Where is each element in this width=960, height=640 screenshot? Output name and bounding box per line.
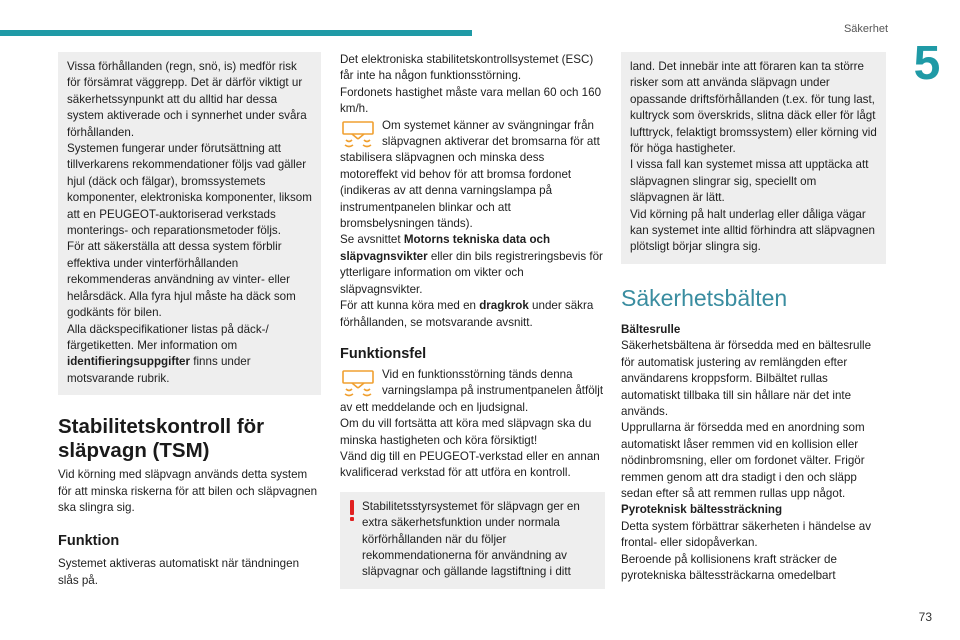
note-paragraph: I vissa fall kan systemet missa att upptäcka att släpvagnen slingrar sig, speciellt om släpvagnen är lätt.	[630, 158, 869, 205]
sub-heading: Funktion	[58, 533, 120, 550]
body-text: Fordonets hastighet måste vara mellan 60 och 160 km/h.	[340, 85, 602, 116]
note-paragraph: Vid körning på halt underlag eller dåliga vägar kan systemet inte alltid förhindra att släpvagnen plötsligt börjar slingra sig.	[630, 207, 875, 254]
note-paragraph: Alla däckspecifikationer listas på däck-/ färgetiketten. Mer information om identifieringsuppgifter finns under motsvarande rubrik.	[67, 322, 269, 385]
section-title: Säkerhetsbälten	[621, 284, 788, 311]
exclamation-icon	[350, 500, 355, 522]
icon-paragraph	[340, 367, 605, 416]
body-text: Om du vill fortsätta att köra med släpvagn ska du minska hastigheten och köra försiktigt!	[340, 417, 592, 447]
chapter-number: 5	[913, 37, 941, 90]
bold-term: Motorns tekniska data och släpvagnsvikter	[340, 233, 551, 263]
warning-text: Stabilitetsstyrsystemet för släpvagn ger en extra säkerhetsfunktion under normala körförhållanden när du följer rekommendationerna för användning av släpvagnar och gällande lagstiftning i ditt	[362, 499, 580, 579]
section-title: Stabilitetskontroll för släpvagn (TSM)	[58, 415, 265, 463]
trailer-sway-warning-icon	[340, 368, 376, 398]
section-name: Säkerhet	[843, 23, 888, 35]
note-paragraph: Vissa förhållanden (regn, snö, is) medför risk för försämrat väggrepp. Det är därför viktigt ur säkerhetssynpunkt att du alltid har dessa system aktiverade och i synnerhet under svåra förhållanden.	[67, 60, 307, 139]
column-1	[58, 52, 321, 589]
note-paragraph: land. Det innebär inte att föraren kan ta större risker som att använda släpvagn under opassande driftsförhållanden (t.ex. för tung last, kultryck som överskrids, slitna däck eller för lågt lufttryck, felaktigt bromssystem) eller körning vid för höga hastigheter.	[630, 60, 877, 156]
body-text: Det elektroniska stabilitetskontrollsystemet (ESC) får inte ha någon funktionsstörning.	[340, 53, 594, 83]
body-text: Detta system förbättrar säkerheten i händelse av frontal- eller sidopåverkan.	[621, 519, 872, 550]
body-text: Beroende på kollisionens kraft sträcker de pyrotekniska bältessträckarna omedelbart	[621, 552, 837, 582]
warning-box-continued	[621, 52, 886, 264]
sub-heading-bold: Pyroteknisk bältessträckning	[621, 503, 783, 517]
note-paragraph: Systemen fungerar under förutsättning att tillverkarens rekommendationer följs vad gäller hjul (däck och fälgar), bromssystemets komponenter, elektroniska komponenter, liksom att en PEUGEOT-auktoriserad verkstads monterings- och reparationsmetoder följs.	[67, 142, 312, 238]
trailer-sway-warning-icon	[340, 119, 376, 149]
intro-text: Vid körning med släpvagn används detta system för att minska riskerna för att bilen och släpvagnen ska slingra sig.	[58, 468, 318, 514]
note-paragraph: För att säkerställa att dessa system förblir effektiva under vinterförhållanden rekommenderas användning av vinter- eller helårsdäck. Alla fyra hjul måste ha däck som godkänts för bilen.	[67, 240, 296, 320]
bold-term: dragkrok	[479, 299, 529, 313]
info-note-box	[58, 52, 321, 395]
body-text: Om systemet känner av svängningar från släpvagnen aktiverar det bromsarna för att stabilisera släpvagnen och minska dess motoreffekt vid behov för att bromsa fordonet (indikeras av att denna varningslampa på instrumentpanelen blinkar och att bromsbelysningen tänds).	[340, 118, 600, 231]
column-2	[340, 52, 605, 589]
body-text: Upprullarna är försedda med en anordning som automatiskt låser remmen vid en kollision eller nödinbromsning, eller om fordonet välter. Frigör remmen genom att dra stadigt i den och släpp sedan efter så att remmen rullas upp något.	[621, 421, 865, 500]
page-number: 73	[918, 610, 932, 624]
body-text: Se avsnittet Motorns tekniska data och släpvagnsvikter eller din bils registreringsbevis för ytterligare information om vikter och släpvagnsvikter.	[340, 233, 603, 296]
body-text: För att kunna köra med en dragkrok under säkra förhållanden, se motsvarande avsnitt.	[340, 299, 594, 329]
sub-heading: Funktionsfel	[340, 345, 427, 362]
header-accent-bar	[0, 30, 472, 36]
column-3	[621, 52, 886, 584]
body-text: Vid en funktionsstörning tänds denna varningslampa på instrumentpanelen åtföljt av ett meddelande och en ljudsignal.	[340, 367, 604, 414]
body-text: Vänd dig till en PEUGEOT-verkstad eller en annan kvalificerad verkstad för att utföra en kontroll.	[340, 449, 600, 480]
body-text: Säkerhetsbältena är försedda med en bältesrulle för automatisk justering av remlängden efter användarens kroppsform. Bilbältet rullas automatiskt tillbaka till sin hållare när det inte används.	[621, 339, 872, 418]
bold-term: identifieringsuppgifter	[67, 355, 191, 369]
warning-box	[340, 492, 605, 589]
body-text: Systemet aktiveras automatiskt när tändningen slås på.	[58, 557, 300, 587]
icon-paragraph	[340, 118, 605, 233]
sub-heading-bold: Bältesrulle	[621, 322, 681, 336]
